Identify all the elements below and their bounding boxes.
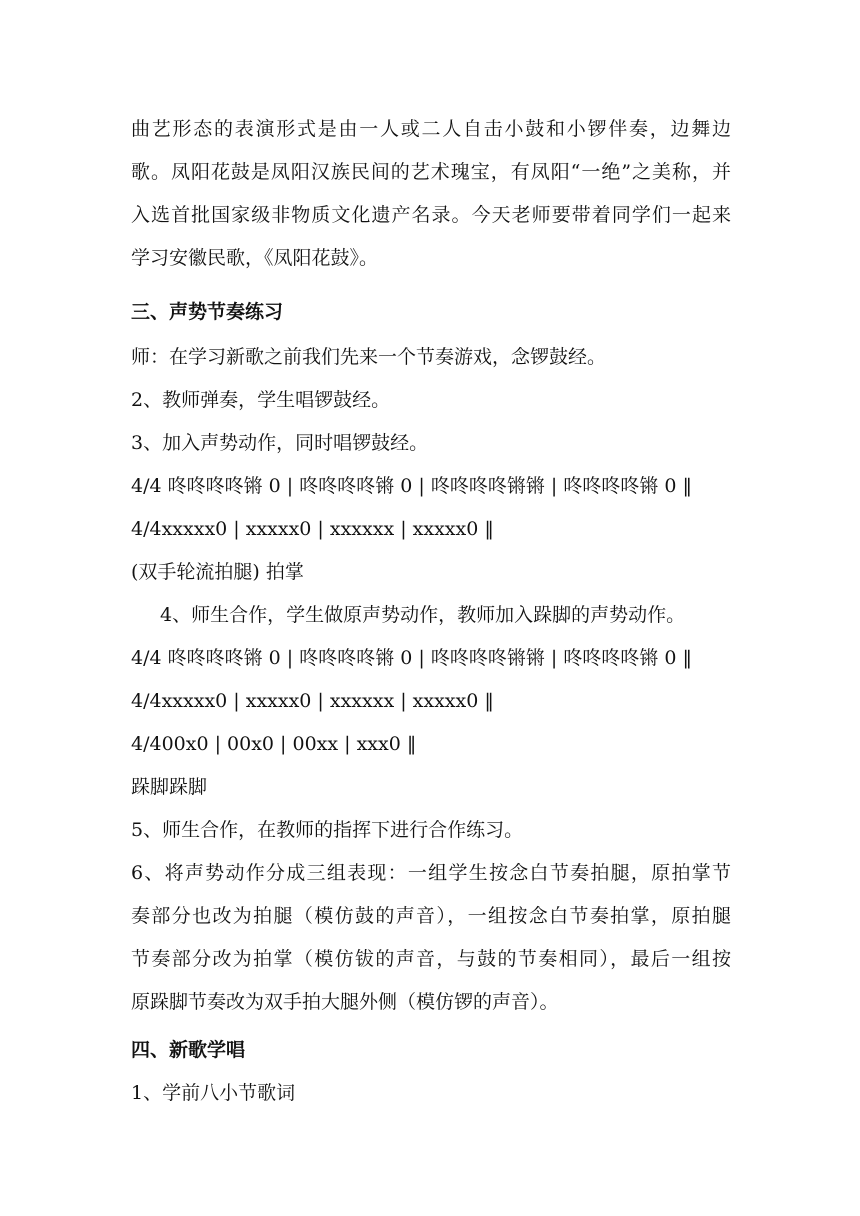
list-item: 5、师生合作，在教师的指挥下进行合作练习。 xyxy=(131,819,524,841)
paragraph-line: 6、将声势动作分成三组表现：一组学生按念白节奏拍腿，原拍掌节 xyxy=(131,862,731,884)
section-heading: 三、声势节奏练习 xyxy=(131,301,284,323)
paragraph-line: 曲艺形态的表演形式是由一人或二人自击小鼓和小锣伴奏，边舞边 xyxy=(131,118,731,140)
paragraph-line: 学习安徽民歌，《凤阳花鼓》。 xyxy=(131,247,379,269)
rhythm-notation: 4/400x0 | 00x0 | 00xx | xxx0 ‖ xyxy=(131,733,417,755)
paragraph-line: 奏部分也改为拍腿（模仿鼓的声音），一组按念白节奏拍掌，原拍腿 xyxy=(131,905,731,927)
list-item: 4、师生合作，学生做原声势动作，教师加入跺脚的声势动作。 xyxy=(160,604,686,626)
rhythm-notation: 4/4xxxxx0 | xxxxx0 | xxxxxx | xxxxx0 ‖ xyxy=(131,518,494,540)
paragraph-line: 节奏部分改为拍掌（模仿钹的声音，与鼓的节奏相同），最后一组按 xyxy=(131,948,731,970)
paragraph-line: 歌。凤阳花鼓是凤阳汉族民间的艺术瑰宝，有凤阳“一绝”之美称，并 xyxy=(131,161,731,183)
paragraph-line: 师：在学习新歌之前我们先来一个节奏游戏，念锣鼓经。 xyxy=(131,346,607,368)
rhythm-notation: 4/4 咚咚咚咚锵 0 | 咚咚咚咚锵 0 | 咚咚咚咚锵锵 | 咚咚咚咚锵 0 ‖ xyxy=(131,475,692,497)
paragraph-line: 入选首批国家级非物质文化遗产名录。今天老师要带着同学们一起来 xyxy=(131,204,731,226)
list-item: 2、教师弹奏，学生唱锣鼓经。 xyxy=(131,389,391,411)
rhythm-caption: (双手轮流拍腿) 拍掌 xyxy=(131,561,304,583)
rhythm-notation: 4/4xxxxx0 | xxxxx0 | xxxxxx | xxxxx0 ‖ xyxy=(131,690,494,712)
section-heading: 四、新歌学唱 xyxy=(131,1039,246,1061)
paragraph-line: 原跺脚节奏改为双手拍大腿外侧（模仿锣的声音）。 xyxy=(131,991,559,1013)
rhythm-notation: 4/4 咚咚咚咚锵 0 | 咚咚咚咚锵 0 | 咚咚咚咚锵锵 | 咚咚咚咚锵 0 ‖ xyxy=(131,647,692,669)
rhythm-caption: 跺脚跺脚 xyxy=(131,776,208,798)
list-item: 1、学前八小节歌词 xyxy=(131,1082,296,1104)
list-item: 3、加入声势动作，同时唱锣鼓经。 xyxy=(131,432,429,454)
